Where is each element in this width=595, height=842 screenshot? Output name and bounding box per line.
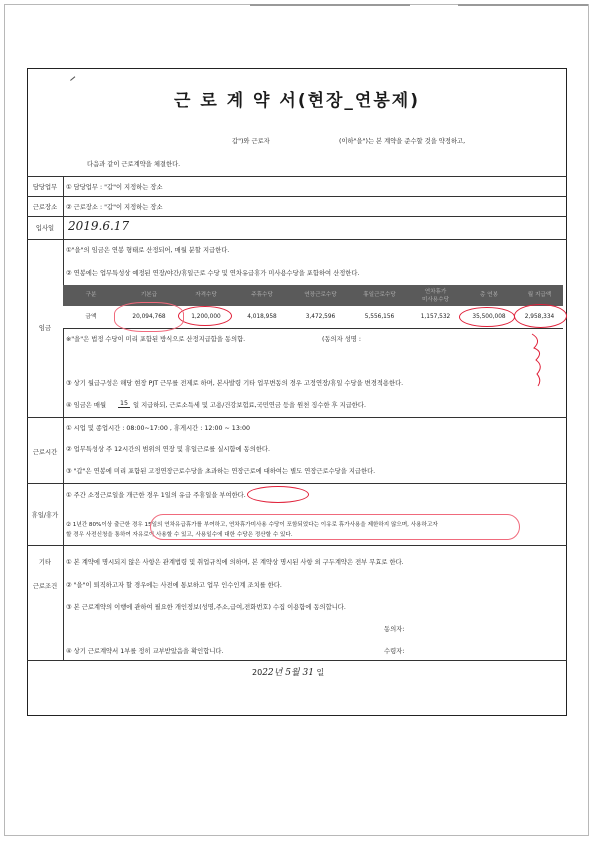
wage-label: 임금 bbox=[38, 325, 52, 332]
holiday-p1: ① 주간 소정근로일을 개근한 경우 1일의 유급 주휴일을 부여한다. bbox=[66, 492, 246, 499]
holiday-p2-line2: 할 경우 사전신청을 통하여 자유로이 사용할 수 있고, 사용일수에 대한 수당은 정산할 수 있다. bbox=[66, 532, 293, 538]
th-annual-total: 총 연봉 bbox=[480, 292, 498, 298]
td-annual-total: 35,500,008 bbox=[472, 314, 506, 320]
rule bbox=[27, 417, 567, 418]
th-base-pay: 기본급 bbox=[140, 292, 158, 298]
etc-label-2: 근로조건 bbox=[32, 583, 58, 590]
hours-label: 근로시간 bbox=[32, 449, 58, 456]
rule bbox=[27, 660, 567, 661]
hours-p1: ① 시업 및 종업시간 : 08:00~17:00 , 휴게시간 : 12:00 ~ 13:00 bbox=[66, 425, 250, 432]
etc-p4: ④ 상기 근로계약서 1부를 정히 교부받았음을 확인합니다. bbox=[66, 648, 224, 655]
date-suffix: 일 bbox=[316, 668, 325, 677]
etc-consent: 동의자: bbox=[384, 626, 405, 633]
td-weekly-allowance: 4,018,958 bbox=[247, 314, 277, 320]
annotation-circle bbox=[247, 486, 309, 503]
th-monthly-pay: 월 지급액 bbox=[527, 292, 552, 298]
wage-p2: ② 연봉에는 업무특성상 예정된 연장/야간/휴일근로 수당 및 연차유급휴가 미사용수당을 포함하여 산정한다. bbox=[66, 270, 360, 277]
annotation-circle bbox=[178, 306, 232, 326]
rule bbox=[27, 545, 567, 546]
td-category: 금액 bbox=[85, 314, 97, 320]
intro-line-1a: 갑")와 근로자 bbox=[232, 138, 270, 145]
duty-label: 담당업무 bbox=[32, 184, 58, 191]
th-holiday-allowance: 휴일근로수당 bbox=[363, 292, 396, 298]
annotation-circle bbox=[114, 302, 184, 332]
td-license-allowance: 1,200,000 bbox=[191, 314, 221, 320]
wage-p4-a: ④ 임금은 매월 bbox=[66, 402, 107, 409]
wage-p4-day: 15 bbox=[119, 400, 128, 407]
etc-p1: ① 본 계약에 명시되지 않은 사항은 관계법령 및 취업규칙에 의하며, 본 계약상 명시된 사항 외 구두계약은 전부 무효로 한다. bbox=[66, 559, 404, 566]
place-label: 근로장소 bbox=[32, 204, 58, 211]
wage-p4-b: 일 지급하되, 근로소득세 및 고용/건강보험료,국민연금 등을 원천 징수한 후 지급한다. bbox=[133, 402, 366, 409]
td-monthly-pay: 2,958,334 bbox=[524, 314, 555, 320]
start-date-handwritten: 2019.6.17 bbox=[68, 219, 130, 233]
place-text: ② 근로장소 : "갑"이 지정하는 장소 bbox=[66, 204, 163, 211]
th-unused-leave: 연차휴가 미사용수당 bbox=[421, 289, 450, 303]
etc-label-1: 기타 bbox=[38, 559, 52, 566]
annotation-circle bbox=[459, 307, 515, 327]
annotation-circle bbox=[150, 514, 520, 540]
wage-consent: (동의자 성명 : bbox=[322, 336, 361, 343]
intro-line-2: 다음과 같이 근로계약을 체결한다. bbox=[87, 161, 181, 168]
annotation-scribble bbox=[528, 330, 548, 390]
etc-receiver: 수령자: bbox=[384, 648, 405, 655]
wage-p3: ③ 상기 월급구성은 해당 현장 PJT 근무를 전제로 하며, 본사발령 기타 업무변동의 경우 고정연장/휴일 수당을 변경적용한다. bbox=[66, 380, 404, 387]
rule bbox=[27, 239, 567, 240]
duty-text: ① 담당업무 : "갑"이 지정하는 장소 bbox=[66, 184, 163, 191]
th-license-allowance: 자격수당 bbox=[195, 292, 217, 298]
rule bbox=[27, 216, 567, 217]
th-weekly-allowance: 주휴수당 bbox=[251, 292, 273, 298]
start-date-label: 입사일 bbox=[35, 225, 55, 232]
hours-p2: ② 업무특성상 주 12시간의 범위의 연장 및 휴일근로를 실시함에 동의한다. bbox=[66, 446, 270, 453]
contract-date bbox=[252, 665, 324, 678]
td-unused-leave: 1,157,532 bbox=[420, 314, 451, 320]
etc-p3: ③ 본 근로계약의 이행에 관하여 필요한 개인정보(성명,주소,급여,전화번호) 수집 이용함에 동의합니다. bbox=[66, 604, 346, 611]
etc-p2: ② "을"이 퇴직하고자 할 경우에는 사전에 통보하고 업무 인수인계 조치를 한다. bbox=[66, 582, 282, 589]
holiday-label: 휴일/휴가 bbox=[31, 512, 59, 519]
td-overtime-allowance: 3,472,596 bbox=[305, 314, 336, 320]
td-base-pay: 20,094,768 bbox=[132, 314, 166, 320]
th-overtime-allowance: 연장근로수당 bbox=[304, 292, 337, 298]
rule bbox=[27, 176, 567, 177]
td-holiday-allowance: 5,556,156 bbox=[364, 314, 395, 320]
annotation-circle bbox=[514, 304, 567, 328]
date-handwritten: 22년 5월 31 bbox=[262, 668, 314, 678]
scan-artifact bbox=[250, 4, 410, 6]
wage-p1: ①"을"의 임금은 연봉 형태로 산정되어, 매월 분할 지급한다. bbox=[66, 247, 230, 254]
rule bbox=[27, 196, 567, 197]
rule bbox=[27, 483, 567, 484]
hours-p3: ③ "갑"은 연봉에 미리 포함된 고정연장근로수당을 초과하는 연장근로에 대하여는 별도 연장근로수당을 지급한다. bbox=[66, 468, 376, 475]
holiday-p2-line1: ② 1년간 80%이상 출근한 경우 15일의 연차유급휴가를 부여하고, 연차휴가미사용 수당이 포함되었다는 이유로 휴가사용을 제한하지 않으며, 사용하고자 bbox=[66, 522, 438, 528]
label-divider bbox=[63, 176, 64, 660]
th-category: 구분 bbox=[85, 292, 97, 298]
intro-line-1b: (이하"을")는 본 계약을 준수할 것을 약정하고, bbox=[339, 138, 466, 145]
scan-artifact bbox=[458, 4, 588, 6]
contract-title: 근 로 계 약 서(현장_연봉제) bbox=[174, 91, 420, 111]
wage-note: ※"을"은 법정 수당이 미리 포함된 방식으로 산정지급함을 동의함. bbox=[66, 336, 246, 343]
date-prefix: 20 bbox=[252, 668, 263, 677]
